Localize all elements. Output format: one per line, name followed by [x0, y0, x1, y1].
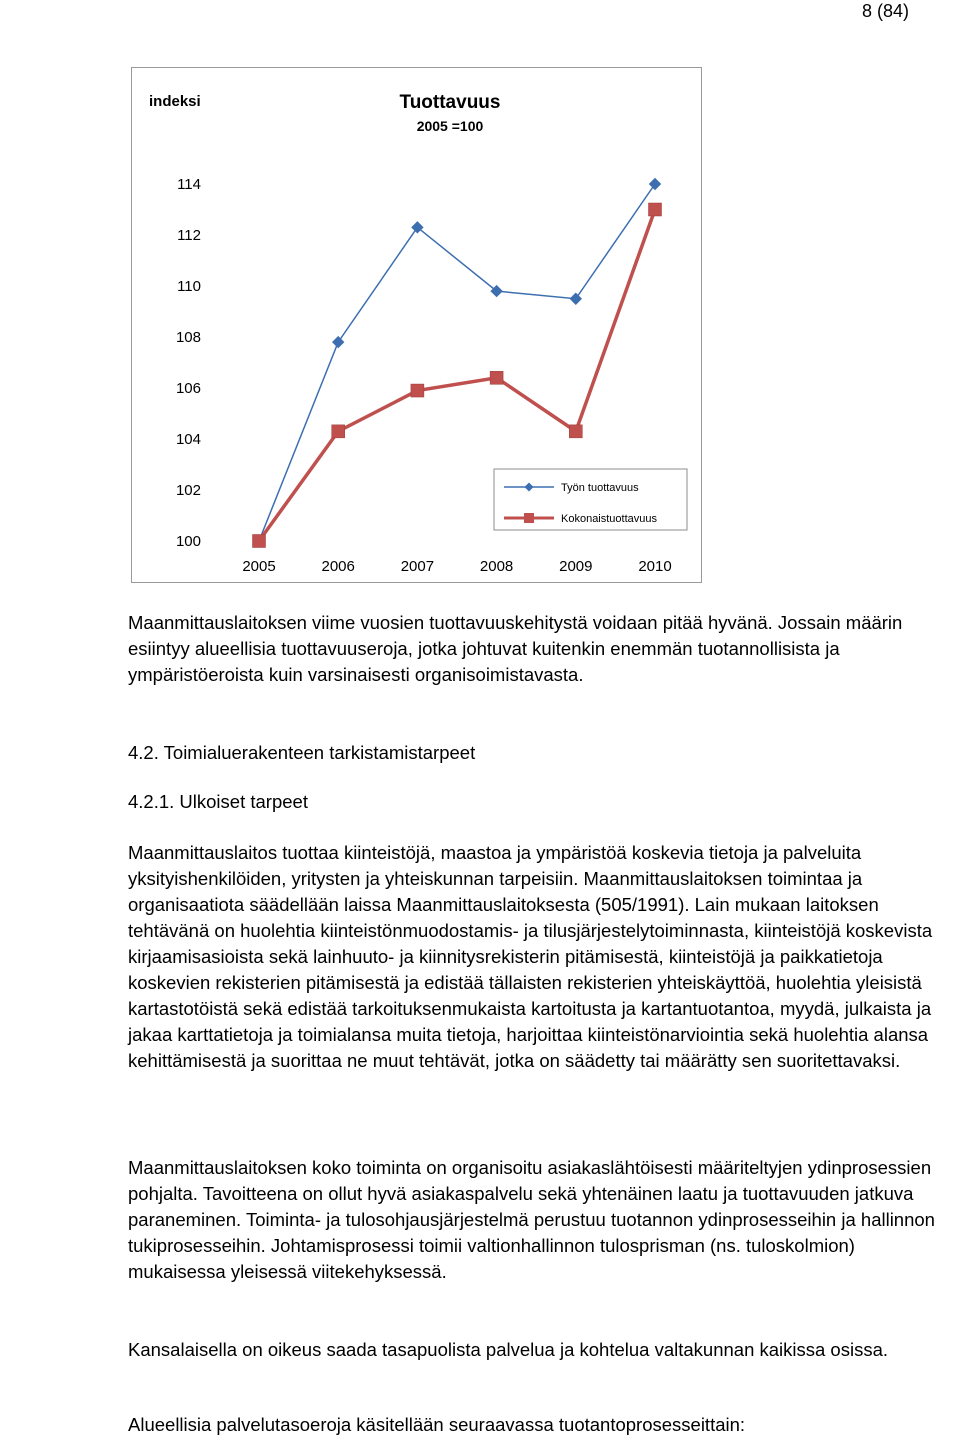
data-point-kokonaistuottavuus [411, 384, 424, 397]
data-point-kokonaistuottavuus [569, 425, 582, 438]
y-tick-label: 112 [177, 227, 201, 244]
x-tick-label: 2006 [321, 558, 355, 575]
y-axis-label: indeksi [149, 93, 201, 110]
section-heading-4-2: 4.2. Toimialuerakenteen tarkistamistarpeet [128, 742, 476, 763]
y-tick-label: 102 [175, 482, 201, 499]
legend-label: Kokonaistuottavuus [561, 513, 658, 525]
chart-frame [131, 67, 702, 583]
x-tick-label: 2008 [479, 558, 514, 575]
data-point-kokonaistuottavuus [332, 425, 345, 438]
data-point-kokonaistuottavuus [253, 535, 266, 548]
legend-label: Työn tuottavuus [561, 482, 639, 494]
subsection-heading-4-2-1: 4.2.1. Ulkoiset tarpeet [128, 791, 308, 812]
paragraph-mission: Maanmittauslaitos tuottaa kiinteistöjä, maastoa ja ympäristöä koskevia tietoja ja palveluita yksityishenkilöiden, yritysten ja yhteiskunnan tarpeisiin. Maanmittauslaitoksen toimintaa ja organisaatiota säädellään laissa Maanmittauslaitoksesta (505/1991). Lain mukaan laitoksen tehtävänä on huolehtia kiinteistönmuodostamis- ja tilusjärjestelytoiminnasta, kiinteistöjä koskevista kirjaamisasioista sekä lainhuuto- ja kiinnitysrekisterin pitämisestä, kiinteistöjä ja paikkatietoja koskevien rekisterien pitämisestä ja edistää tällaisten rekisterien yhteiskäyttöä, huolehtia yleisistä kartastotöistä sekä edistää tarkoituksenmukaista kartoitusta ja kartantuotantoa, myydä, julkaista ja jakaa karttatietoja ja toimialansa muita tietoja, harjoittaa kiinteistönarviointia sekä huolehtia alansa kehittämisestä ja suorittaa ne muut tehtävät, jotka on säädetty tai määrätty sen suoritettavaksi. [128, 842, 933, 1071]
legend [494, 469, 687, 530]
data-point-tyon-tuottavuus [650, 179, 661, 190]
page-number: 8 (84) [862, 1, 910, 21]
y-tick-label: 114 [177, 176, 201, 193]
paragraph-organisation: Maanmittauslaitoksen koko toiminta on organisoitu asiakaslähtöisesti määriteltyjen ydinprosessien pohjalta. Tavoitteena on ollut hyvä asiakaspalvelu sekä yhtenäinen laatu ja tuottavuuden jatkuva paraneminen. Toiminta- ja tulosohjausjärjestelmä perustuu tuotannon ydinprosesseihin ja hallinnon tukiprosesseihin. Johtamisprosessi toimii valtionhallinnon tulosprisman (ns. tuloskolmion) mukaisessa yleisessä viitekehyksessä. [128, 1157, 935, 1282]
y-tick-label: 100 [175, 533, 201, 550]
x-tick-label: 2005 [242, 558, 276, 575]
x-tick-label: 2007 [400, 558, 435, 575]
data-point-kokonaistuottavuus [649, 203, 662, 216]
x-tick-label: 2009 [559, 558, 593, 575]
paragraph-productivity: Maanmittauslaitoksen viime vuosien tuottavuuskehitystä voidaan pitää hyvänä. Jossain määrin esiintyy alueellisia tuottavuuseroja, jotka johtuvat kuitenkin enemmän tuotannollisista ja ympäristöeroista kuin varsinaisesti organisoimistavasta. [128, 612, 903, 685]
y-tick-label: 106 [175, 380, 201, 397]
chart-subtitle: 2005 =100 [416, 118, 484, 134]
y-tick-label: 104 [175, 431, 201, 448]
paragraph-regional-differences: Alueellisia palvelutasoeroja käsitellään seuraavassa tuotantoprosesseittain: [128, 1414, 746, 1435]
data-point-kokonaistuottavuus [490, 371, 503, 384]
data-point-tyon-tuottavuus [570, 293, 581, 304]
x-tick-label: 2010 [638, 558, 672, 575]
data-point-tyon-tuottavuus [333, 337, 344, 348]
paragraph-equal-service: Kansalaisella on oikeus saada tasapuolista palvelua ja kohtelua valtakunnan kaikissa osissa. [128, 1339, 889, 1360]
y-tick-label: 108 [175, 329, 201, 346]
productivity-chart [132, 68, 703, 584]
y-tick-label: 110 [177, 278, 201, 295]
chart-title: Tuottavuus [399, 92, 501, 113]
legend-marker [524, 513, 534, 523]
